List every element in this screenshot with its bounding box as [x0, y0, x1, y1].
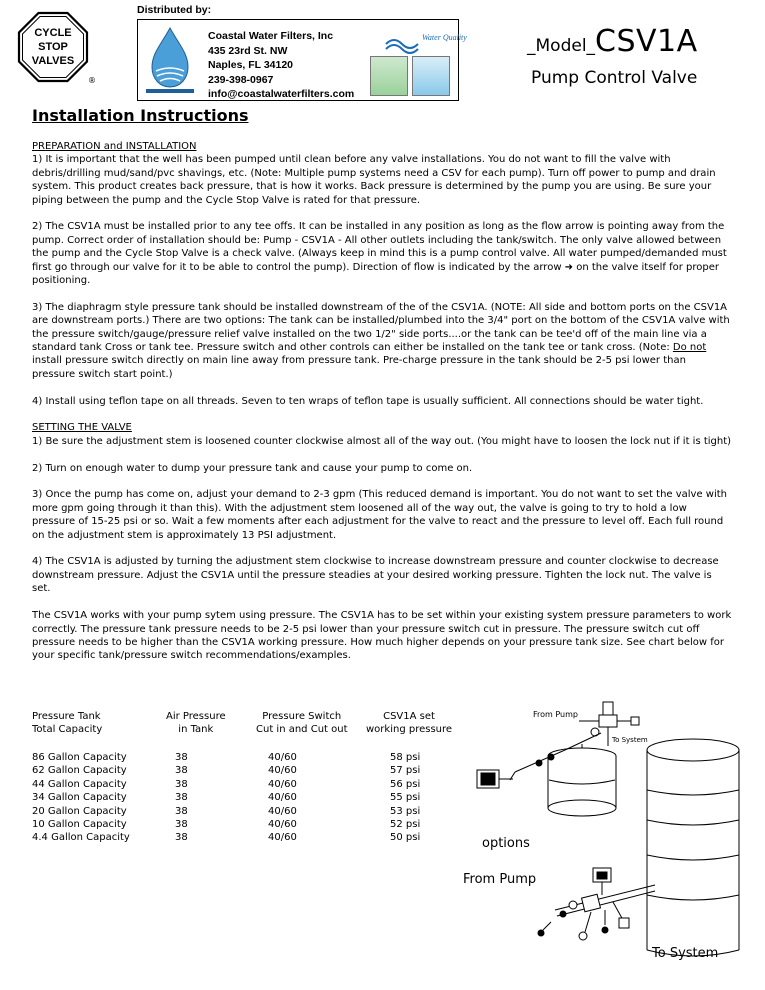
stop-sign-line-2: STOP	[38, 41, 68, 53]
table-cell: 38	[175, 778, 188, 790]
col-working-pressure	[390, 751, 420, 845]
setting-step-3: 3) Once the pump has come on, adjust your demand to 2-3 gpm (This reduced demand is important. You do not want to set the valve with more gpm going through it than this). With the adjustment stem loosened all of the way out, the valve is going to try to hold a low pressure of 15-25 psi or so. Wait a few moments after each adjustment for the valve to react and the pressure to level off. Each full round on the adjustment stem is approximately 13 PSI adjustment.	[32, 489, 728, 541]
model-name: CSV1A	[595, 24, 698, 59]
diagram-label-to-system: To System	[652, 946, 719, 961]
table-cell: 40/60	[268, 819, 297, 831]
table-header-set	[366, 710, 452, 737]
distributor-email: info@coastalwaterfilters.com	[208, 88, 355, 101]
col-tank-capacity	[32, 751, 130, 845]
water-quality-logo	[382, 26, 467, 54]
table-cell: 20 Gallon Capacity	[32, 805, 127, 817]
table-cell: 40/60	[268, 832, 297, 844]
distributed-by-label: Distributed by:	[137, 4, 212, 16]
table-cell: 86 Gallon Capacity	[32, 752, 127, 763]
cycle-stop-valves-logo	[18, 12, 88, 82]
model-prefix: _Model_	[527, 36, 596, 56]
distributor-city: Naples, FL 34120	[208, 59, 294, 72]
table-cell: 40/60	[268, 805, 297, 817]
prep-step-1: 1) It is important that the well has been pumped until clean before any valve installations. You do not want to fill the valve with debris/drilling mud/sand/pvc shavings, etc. (Note: Multiple pump systems need a CSV for each pump). Turn off power to pump and drain system. This product creates back pressure, that is how it works. Back pressure is determined by the pump you are using. Be sure your piping between the pump and the Cycle Stop Valve is rated for that pressure.	[32, 154, 716, 206]
do-not-emphasis: Do not	[672, 342, 707, 354]
table-cell: 10 Gallon Capacity	[32, 819, 127, 831]
prep-step-3-part-a: 3) The diaphragm style pressure tank should be installed downstream of the of the CSV1A. (NOTE: All side and bottom ports on the CSV1A are downstream ports.) There are two options: The tank can be installed/plumbed into the 3/4" port on the bottom of the CSV1A valve with the pressure switch/gauge/pressure relief valve installed on the two 1/2" side ports....or the tank can be tee'd off of the main line via a standard tank Cross or tank tee. Pressure switch and other controls can either be installed on the tank tee or tank cross. (Note:	[32, 301, 730, 354]
bottom-valve-assembly	[538, 868, 655, 940]
setting-step-4: 4) The CSV1A is adjusted by turning the adjustment stem clockwise to increase downstream pressure and counter clockwise to decrease downstream pressure. Adjust the CSV1A until the pressure steadies at your desired working pressure. Tighten the lock nut. The valve is set.	[32, 556, 719, 595]
prep-step-3	[32, 301, 732, 381]
diagram-label-from-pump: From Pump	[463, 872, 537, 887]
table-cell: 62 Gallon Capacity	[32, 765, 127, 777]
table-cell: 52 psi	[390, 819, 421, 831]
table-cell: 38	[175, 765, 188, 777]
col-switch-setting	[268, 751, 297, 845]
setting-step-2: 2) Turn on enough water to dump your pressure tank and cause your pump to come on.	[32, 462, 473, 474]
diagram-label-from-pump-top: From Pump	[533, 710, 578, 719]
preparation-heading: PREPARATION and INSTALLATION	[32, 141, 197, 152]
system-pressure-note: The CSV1A works with your pump sytem using pressure. The CSV1A has to be set within your existing system pressure parameters to work correctly. The pressure tank pressure needs to be 2-5 psi lower than your pressure switch cut in pressure. The pressure switch cut off pressure needs to be higher than the CSV1A working pressure. How much higher depends on your pressure tank size. See chart below for your specific tank/pressure switch recommendations/examples.	[32, 610, 732, 662]
water-drop-logo	[144, 25, 196, 95]
table-cell: 40/60	[268, 792, 297, 804]
header-csv-set: CSV1A set	[383, 711, 435, 722]
table-cell: 4.4 Gallon Capacity	[32, 832, 130, 844]
table-cell: 38	[175, 832, 188, 844]
product-name: Pump Control Valve	[531, 68, 698, 88]
distributor-name: Coastal Water Filters, Inc	[208, 30, 334, 42]
table-cell: 40/60	[268, 752, 297, 763]
header-pressure-tank: Pressure Tank	[32, 711, 101, 722]
header-pressure-switch: Pressure Switch	[262, 711, 342, 722]
header-air-pressure: Air Pressure	[166, 711, 226, 722]
certification-logo-2	[412, 56, 450, 96]
distributor-street: 435 23rd St. NW	[208, 44, 288, 57]
table-cell: 58 psi	[390, 752, 421, 763]
setting-heading: SETTING THE VALVE	[32, 422, 132, 434]
table-cell: 53 psi	[390, 805, 421, 817]
table-header-tank	[32, 710, 102, 737]
diagram-label-options: options	[482, 836, 530, 851]
large-pressure-tank	[647, 739, 739, 956]
header-in-tank: in Tank	[178, 724, 214, 736]
certification-logo-1	[370, 56, 408, 96]
table-cell: 50 psi	[390, 832, 421, 844]
table-cell: 55 psi	[390, 792, 421, 804]
table-cell: 40/60	[268, 778, 297, 790]
header-cut-in-out: Cut in and Cut out	[256, 724, 348, 736]
table-cell: 38	[175, 819, 188, 831]
table-cell: 56 psi	[390, 778, 421, 790]
prep-step-4: 4) Install using teflon tape on all threads. Seven to ten wraps of teflon tape is usually sufficient. All connections should be water tight.	[32, 395, 704, 407]
model-line	[527, 24, 698, 59]
diagram-label-to-system-top: To System	[612, 736, 648, 744]
table-cell: 40/60	[268, 765, 297, 777]
distributor-phone: 239-398-0967	[208, 73, 274, 86]
table-header-switch	[256, 710, 348, 737]
table-header-air	[166, 710, 226, 737]
prep-step-2: 2) The CSV1A must be installed prior to any tee offs. It can be installed in any position as long as the flow arrow is pointing away from the pump. Correct order of installation should be: Pump - CSV1A - All other outlets including the tank/switch. The only valve allowed between the pump and the Cycle Stop Valve is a check valve. (Always keep in mind this is a pump control valve. All water pumped/demanded must first go through our valve for it to be able to control the pump). Direction of flow is indicated by the arrow ➜ on the valve itself for proper positioning.	[32, 221, 727, 287]
header-working-pressure: working pressure	[366, 724, 453, 736]
small-pressure-tank	[548, 744, 616, 816]
pressure-switch-box	[477, 770, 513, 788]
setting-step-1: 1) Be sure the adjustment stem is loosened counter clockwise almost all of the way out. (You might have to loosen the lock nut if it is tight)	[32, 435, 732, 447]
page-title: Installation Instructions	[32, 106, 249, 125]
distributor-contact	[208, 29, 354, 102]
water-quality-logo-text: Water Quality	[422, 33, 467, 42]
table-cell: 57 psi	[390, 765, 421, 777]
col-air-pressure	[175, 751, 188, 845]
table-cell: 38	[175, 805, 188, 817]
distributor-box	[137, 19, 467, 101]
table-cell: 44 Gallon Capacity	[32, 778, 127, 790]
stop-sign-line-1: CYCLE	[34, 27, 72, 39]
prep-step-3-part-b: install pressure switch directly on main line away from pressure tank. Pre-charge pressure in the tank should be 2-5 psi lower than pressure switch start point.)	[32, 355, 686, 380]
registered-mark: ®	[88, 76, 96, 85]
table-cell: 38	[175, 792, 188, 804]
header-total-capacity: Total Capacity	[32, 724, 103, 736]
instructions-body	[32, 140, 732, 676]
table-cell: 34 Gallon Capacity	[32, 792, 127, 804]
table-cell: 38	[175, 752, 188, 763]
stop-sign-line-3: VALVES	[31, 55, 75, 67]
